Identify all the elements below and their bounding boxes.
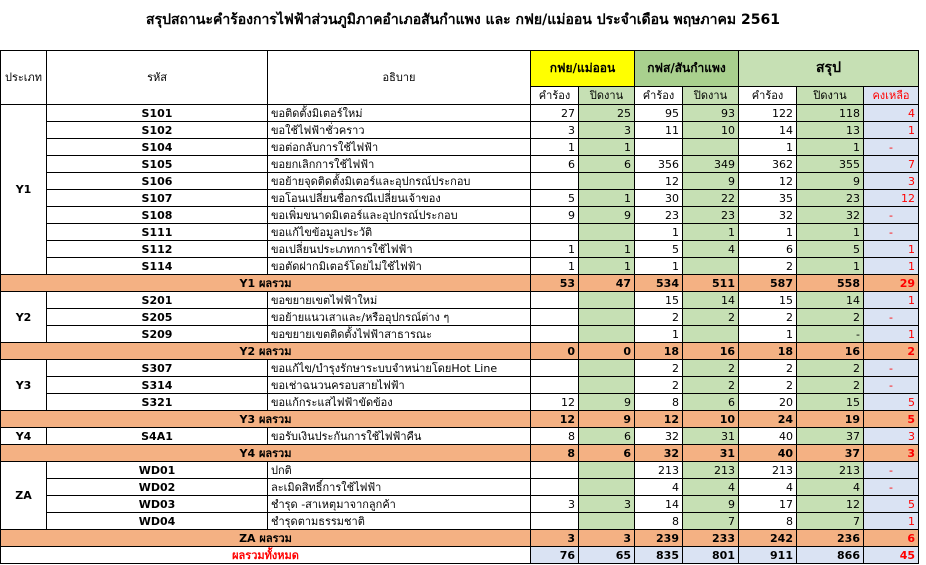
table-row — [1, 496, 919, 513]
cell-mae-on-req: 12 — [531, 394, 579, 411]
row-desc: ชำรุด -สาเหตุมาจากลูกค้า — [268, 496, 531, 513]
row-desc: ขอเปลี่ยนประเภทการใช้ไฟฟ้า — [268, 241, 531, 258]
row-code: S101 — [47, 105, 268, 122]
table-row — [1, 105, 919, 122]
cell-san-kamphaeng-req: 5 — [635, 241, 683, 258]
cell-mae-on-done — [579, 479, 635, 496]
cell-san-kamphaeng-req: 356 — [635, 156, 683, 173]
row-desc: ขอโอนเปลี่ยนชื่อกรณีเปลี่ยนเจ้าของ — [268, 190, 531, 207]
cell-san-kamphaeng-req: 8 — [635, 513, 683, 530]
row-code: WD01 — [47, 462, 268, 479]
table-row — [1, 360, 919, 377]
table-row — [1, 122, 919, 139]
grand-total-value: 801 — [683, 547, 739, 564]
cell-summary-done: 2 — [797, 377, 864, 394]
cell-summary-req: 40 — [739, 428, 797, 445]
cell-summary-req: 32 — [739, 207, 797, 224]
row-code: WD04 — [47, 513, 268, 530]
row-code: WD02 — [47, 479, 268, 496]
cell-summary-remain: 12 — [864, 190, 919, 207]
cell-summary-done: 1 — [797, 224, 864, 241]
cell-mae-on-req: 9 — [531, 207, 579, 224]
cell-summary-remain: - — [864, 479, 919, 496]
table-row — [1, 326, 919, 343]
cell-summary-done: - — [797, 326, 864, 343]
cell-san-kamphaeng-done: 31 — [683, 428, 739, 445]
cell-mae-on-req — [531, 292, 579, 309]
cell-mae-on-done: 1 — [579, 190, 635, 207]
grand-total-value: 911 — [739, 547, 797, 564]
row-code: S205 — [47, 309, 268, 326]
cell-summary-req: 12 — [739, 173, 797, 190]
header-row — [1, 51, 919, 87]
cell-san-kamphaeng-req: 1 — [635, 258, 683, 275]
table-row — [1, 224, 919, 241]
subtotal-remain: 5 — [864, 411, 919, 428]
subtotal-value: 0 — [579, 343, 635, 360]
cell-mae-on-req — [531, 173, 579, 190]
cell-summary-remain: 3 — [864, 428, 919, 445]
cell-san-kamphaeng-done: 7 — [683, 513, 739, 530]
cell-summary-done: 213 — [797, 462, 864, 479]
row-code: S307 — [47, 360, 268, 377]
cell-summary-remain: - — [864, 207, 919, 224]
row-code: S102 — [47, 122, 268, 139]
group-label: Y2 — [1, 292, 47, 343]
cell-mae-on-done: 3 — [579, 496, 635, 513]
cell-san-kamphaeng-req — [635, 139, 683, 156]
cell-san-kamphaeng-done: 93 — [683, 105, 739, 122]
row-desc: ขอเพิ่มขนาดมิเตอร์และอุปกรณ์ประกอบ — [268, 207, 531, 224]
cell-mae-on-req: 3 — [531, 122, 579, 139]
row-code: WD03 — [47, 496, 268, 513]
cell-mae-on-done: 1 — [579, 258, 635, 275]
row-code: S108 — [47, 207, 268, 224]
cell-mae-on-done — [579, 173, 635, 190]
cell-summary-remain: 1 — [864, 513, 919, 530]
header-summary: สรุป — [739, 51, 919, 87]
subheader-done-2: ปิดงาน — [683, 87, 739, 105]
table-row — [1, 377, 919, 394]
cell-summary-req: 213 — [739, 462, 797, 479]
cell-summary-remain: - — [864, 224, 919, 241]
table-row — [1, 394, 919, 411]
subtotal-label: ZA ผลรวม — [1, 530, 531, 547]
row-desc: ปกติ — [268, 462, 531, 479]
cell-summary-req: 2 — [739, 360, 797, 377]
cell-san-kamphaeng-done — [683, 139, 739, 156]
row-code: S107 — [47, 190, 268, 207]
subtotal-row — [1, 445, 919, 462]
table-body — [1, 51, 919, 564]
grand-total-value: 835 — [635, 547, 683, 564]
row-code: S314 — [47, 377, 268, 394]
row-code: S105 — [47, 156, 268, 173]
grand-total-value: 65 — [579, 547, 635, 564]
cell-mae-on-req: 8 — [531, 428, 579, 445]
cell-mae-on-req — [531, 360, 579, 377]
subtotal-value: 18 — [635, 343, 683, 360]
cell-summary-remain: - — [864, 462, 919, 479]
cell-summary-done: 4 — [797, 479, 864, 496]
table-row — [1, 292, 919, 309]
subtotal-value: 47 — [579, 275, 635, 292]
cell-mae-on-req — [531, 224, 579, 241]
cell-mae-on-req: 1 — [531, 241, 579, 258]
row-desc: ขอแก้ไข/บำรุงรักษาระบบจำหน่ายโดยHot Line — [268, 360, 531, 377]
cell-mae-on-req — [531, 479, 579, 496]
subtotal-value: 511 — [683, 275, 739, 292]
cell-summary-remain: 1 — [864, 122, 919, 139]
row-desc: ขอขยายเขตติดตั้งไฟฟ้าสาธารณะ — [268, 326, 531, 343]
cell-mae-on-done: 3 — [579, 122, 635, 139]
cell-summary-done: 1 — [797, 258, 864, 275]
cell-mae-on-req — [531, 326, 579, 343]
row-code: S104 — [47, 139, 268, 156]
cell-san-kamphaeng-done: 22 — [683, 190, 739, 207]
report-title: สรุปสถานะคำร้องการไฟฟ้าส่วนภูมิภาคอำเภอสันกำแพง และ กฟย/แม่ออน ประจำเดือน พฤษภาคม 2561 — [146, 12, 780, 28]
cell-summary-done: 15 — [797, 394, 864, 411]
cell-summary-done: 9 — [797, 173, 864, 190]
cell-summary-remain: 7 — [864, 156, 919, 173]
cell-mae-on-req — [531, 377, 579, 394]
table-row — [1, 513, 919, 530]
row-code: S4A1 — [47, 428, 268, 445]
cell-san-kamphaeng-done: 2 — [683, 360, 739, 377]
cell-san-kamphaeng-done: 4 — [683, 479, 739, 496]
subtotal-row — [1, 411, 919, 428]
cell-mae-on-req — [531, 513, 579, 530]
cell-san-kamphaeng-req: 30 — [635, 190, 683, 207]
table-row — [1, 479, 919, 496]
cell-summary-done: 118 — [797, 105, 864, 122]
table-row — [1, 173, 919, 190]
cell-mae-on-done — [579, 513, 635, 530]
cell-mae-on-done: 1 — [579, 241, 635, 258]
row-desc: ขอย้ายแนวเสาและ/หรืออุปกรณ์ต่าง ๆ — [268, 309, 531, 326]
subtotal-label: Y4 ผลรวม — [1, 445, 531, 462]
header-desc: อธิบาย — [268, 51, 531, 105]
cell-summary-done: 355 — [797, 156, 864, 173]
subtotal-label: Y2 ผลรวม — [1, 343, 531, 360]
cell-mae-on-done: 6 — [579, 156, 635, 173]
cell-summary-done: 7 — [797, 513, 864, 530]
cell-summary-req: 15 — [739, 292, 797, 309]
subheader-req-1: คำร้อง — [531, 87, 579, 105]
cell-summary-req: 14 — [739, 122, 797, 139]
subtotal-remain: 3 — [864, 445, 919, 462]
subheader-remain: คงเหลือ — [864, 87, 919, 105]
cell-mae-on-done — [579, 360, 635, 377]
cell-summary-req: 35 — [739, 190, 797, 207]
subtotal-value: 16 — [683, 343, 739, 360]
cell-san-kamphaeng-done: 10 — [683, 122, 739, 139]
cell-summary-done: 5 — [797, 241, 864, 258]
cell-summary-req: 20 — [739, 394, 797, 411]
cell-san-kamphaeng-req: 2 — [635, 377, 683, 394]
subtotal-remain: 6 — [864, 530, 919, 547]
subtotal-value: 19 — [797, 411, 864, 428]
table-row — [1, 258, 919, 275]
cell-san-kamphaeng-done: 1 — [683, 224, 739, 241]
group-label: Y4 — [1, 428, 47, 445]
row-desc: ขอต่อกลับการใช้ไฟฟ้า — [268, 139, 531, 156]
cell-san-kamphaeng-req: 4 — [635, 479, 683, 496]
cell-summary-remain: 1 — [864, 241, 919, 258]
cell-san-kamphaeng-done: 349 — [683, 156, 739, 173]
subtotal-value: 587 — [739, 275, 797, 292]
cell-summary-remain: 1 — [864, 326, 919, 343]
subheader-req-3: คำร้อง — [739, 87, 797, 105]
header-code: รหัส — [47, 51, 268, 105]
subtotal-value: 12 — [531, 411, 579, 428]
cell-mae-on-req: 6 — [531, 156, 579, 173]
cell-san-kamphaeng-done: 14 — [683, 292, 739, 309]
header-type: ประเภท — [1, 51, 47, 105]
cell-summary-req: 2 — [739, 258, 797, 275]
cell-summary-remain: - — [864, 139, 919, 156]
table-row — [1, 139, 919, 156]
cell-mae-on-req — [531, 462, 579, 479]
cell-summary-remain: - — [864, 377, 919, 394]
cell-san-kamphaeng-req: 213 — [635, 462, 683, 479]
row-code: S112 — [47, 241, 268, 258]
grand-total-remain: 45 — [864, 547, 919, 564]
cell-san-kamphaeng-done: 4 — [683, 241, 739, 258]
cell-mae-on-req: 1 — [531, 139, 579, 156]
row-desc: ขอยกเลิกการใช้ไฟฟ้า — [268, 156, 531, 173]
subtotal-row — [1, 343, 919, 360]
cell-summary-req: 362 — [739, 156, 797, 173]
subtotal-value: 10 — [683, 411, 739, 428]
row-desc: ขอเช่าฉนวนครอบสายไฟฟ้า — [268, 377, 531, 394]
cell-summary-done: 1 — [797, 139, 864, 156]
cell-summary-req: 2 — [739, 377, 797, 394]
subtotal-value: 534 — [635, 275, 683, 292]
cell-san-kamphaeng-req: 23 — [635, 207, 683, 224]
table-row — [1, 156, 919, 173]
group-label: Y3 — [1, 360, 47, 411]
header-mae-on: กฟย/แม่ออน — [531, 51, 635, 87]
summary-table — [0, 50, 919, 564]
subtotal-value: 40 — [739, 445, 797, 462]
cell-san-kamphaeng-req: 1 — [635, 326, 683, 343]
cell-summary-remain: 4 — [864, 105, 919, 122]
cell-mae-on-done: 1 — [579, 139, 635, 156]
row-desc: ชำรุดตามธรรมชาติ — [268, 513, 531, 530]
cell-san-kamphaeng-req: 32 — [635, 428, 683, 445]
cell-summary-remain: - — [864, 309, 919, 326]
cell-summary-done: 13 — [797, 122, 864, 139]
row-desc: ขอตัดฝากมิเตอร์โดยไม่ใช้ไฟฟ้า — [268, 258, 531, 275]
subheader-done-1: ปิดงาน — [579, 87, 635, 105]
subtotal-value: 37 — [797, 445, 864, 462]
cell-summary-remain: 5 — [864, 496, 919, 513]
cell-san-kamphaeng-done: 2 — [683, 377, 739, 394]
subtotal-remain: 29 — [864, 275, 919, 292]
row-desc: ละเมิดสิทธิ์การใช้ไฟฟ้า — [268, 479, 531, 496]
cell-mae-on-req — [531, 309, 579, 326]
table-row — [1, 190, 919, 207]
header-san-kamphaeng: กฟส/สันกำแพง — [635, 51, 739, 87]
cell-mae-on-done — [579, 377, 635, 394]
row-desc: ขอใช้ไฟฟ้าชั่วคราว — [268, 122, 531, 139]
cell-summary-req: 17 — [739, 496, 797, 513]
subtotal-value: 3 — [579, 530, 635, 547]
cell-san-kamphaeng-done — [683, 258, 739, 275]
subtotal-row — [1, 275, 919, 292]
subtotal-value: 6 — [579, 445, 635, 462]
cell-summary-done: 23 — [797, 190, 864, 207]
cell-san-kamphaeng-req: 2 — [635, 309, 683, 326]
table-row — [1, 428, 919, 445]
cell-mae-on-req: 1 — [531, 258, 579, 275]
cell-mae-on-done — [579, 462, 635, 479]
subtotal-value: 24 — [739, 411, 797, 428]
row-code: S114 — [47, 258, 268, 275]
cell-summary-done: 2 — [797, 309, 864, 326]
cell-summary-req: 1 — [739, 139, 797, 156]
cell-summary-req: 122 — [739, 105, 797, 122]
subtotal-value: 31 — [683, 445, 739, 462]
subtotal-value: 32 — [635, 445, 683, 462]
cell-san-kamphaeng-req: 1 — [635, 224, 683, 241]
subtotal-label: Y3 ผลรวม — [1, 411, 531, 428]
cell-summary-req: 1 — [739, 224, 797, 241]
table-row — [1, 309, 919, 326]
row-code: S106 — [47, 173, 268, 190]
row-code: S321 — [47, 394, 268, 411]
subtotal-value: 3 — [531, 530, 579, 547]
cell-mae-on-done: 6 — [579, 428, 635, 445]
cell-san-kamphaeng-req: 95 — [635, 105, 683, 122]
cell-mae-on-done: 9 — [579, 394, 635, 411]
cell-san-kamphaeng-done: 9 — [683, 496, 739, 513]
cell-san-kamphaeng-req: 15 — [635, 292, 683, 309]
subtotal-value: 16 — [797, 343, 864, 360]
cell-summary-done: 37 — [797, 428, 864, 445]
subheader-req-2: คำร้อง — [635, 87, 683, 105]
subtotal-value: 53 — [531, 275, 579, 292]
cell-mae-on-req: 5 — [531, 190, 579, 207]
subheader-done-3: ปิดงาน — [797, 87, 864, 105]
grand-total-value: 866 — [797, 547, 864, 564]
cell-summary-req: 1 — [739, 326, 797, 343]
cell-mae-on-req: 3 — [531, 496, 579, 513]
cell-san-kamphaeng-done: 6 — [683, 394, 739, 411]
cell-mae-on-done: 9 — [579, 207, 635, 224]
cell-san-kamphaeng-done: 23 — [683, 207, 739, 224]
cell-summary-remain: 5 — [864, 394, 919, 411]
cell-san-kamphaeng-done: 213 — [683, 462, 739, 479]
row-code: S209 — [47, 326, 268, 343]
subtotal-label: Y1 ผลรวม — [1, 275, 531, 292]
subtotal-value: 239 — [635, 530, 683, 547]
grand-total-value: 76 — [531, 547, 579, 564]
group-label: Y1 — [1, 105, 47, 275]
cell-summary-done: 2 — [797, 360, 864, 377]
table-row — [1, 241, 919, 258]
cell-mae-on-done — [579, 224, 635, 241]
cell-summary-req: 4 — [739, 479, 797, 496]
cell-mae-on-req: 27 — [531, 105, 579, 122]
subtotal-value: 236 — [797, 530, 864, 547]
cell-summary-done: 14 — [797, 292, 864, 309]
cell-mae-on-done — [579, 309, 635, 326]
cell-summary-req: 2 — [739, 309, 797, 326]
subtotal-value: 9 — [579, 411, 635, 428]
subtotal-value: 12 — [635, 411, 683, 428]
cell-san-kamphaeng-req: 12 — [635, 173, 683, 190]
subtotal-value: 8 — [531, 445, 579, 462]
cell-summary-done: 12 — [797, 496, 864, 513]
row-desc: ขอแก้ไขข้อมูลประวัติ — [268, 224, 531, 241]
cell-mae-on-done: 25 — [579, 105, 635, 122]
cell-summary-remain: 1 — [864, 258, 919, 275]
subtotal-value: 242 — [739, 530, 797, 547]
row-code: S201 — [47, 292, 268, 309]
row-desc: ขอแก้กระแสไฟฟ้าขัดข้อง — [268, 394, 531, 411]
row-desc: ขอขยายเขตไฟฟ้าใหม่ — [268, 292, 531, 309]
cell-summary-req: 8 — [739, 513, 797, 530]
subtotal-row — [1, 530, 919, 547]
grand-total-label: ผลรวมทั้งหมด — [1, 547, 531, 564]
cell-mae-on-done — [579, 326, 635, 343]
cell-mae-on-done — [579, 292, 635, 309]
table-row — [1, 462, 919, 479]
row-desc: ขอติดตั้งมิเตอร์ใหม่ — [268, 105, 531, 122]
row-code: S111 — [47, 224, 268, 241]
cell-san-kamphaeng-done: 9 — [683, 173, 739, 190]
group-label: ZA — [1, 462, 47, 530]
cell-summary-remain: 1 — [864, 292, 919, 309]
cell-san-kamphaeng-done — [683, 326, 739, 343]
subtotal-value: 233 — [683, 530, 739, 547]
cell-san-kamphaeng-req: 14 — [635, 496, 683, 513]
subtotal-remain: 2 — [864, 343, 919, 360]
cell-san-kamphaeng-req: 8 — [635, 394, 683, 411]
row-desc: ขอรับเงินประกันการใช้ไฟฟ้าคืน — [268, 428, 531, 445]
cell-summary-req: 6 — [739, 241, 797, 258]
cell-san-kamphaeng-req: 2 — [635, 360, 683, 377]
subtotal-value: 558 — [797, 275, 864, 292]
cell-san-kamphaeng-done: 2 — [683, 309, 739, 326]
grand-total-row — [1, 547, 919, 564]
subtotal-value: 0 — [531, 343, 579, 360]
cell-san-kamphaeng-req: 11 — [635, 122, 683, 139]
subtotal-value: 18 — [739, 343, 797, 360]
cell-summary-remain: - — [864, 360, 919, 377]
row-desc: ขอย้ายจุดติดตั้งมิเตอร์และอุปกรณ์ประกอบ — [268, 173, 531, 190]
table-row — [1, 207, 919, 224]
cell-summary-remain: 3 — [864, 173, 919, 190]
cell-summary-done: 32 — [797, 207, 864, 224]
